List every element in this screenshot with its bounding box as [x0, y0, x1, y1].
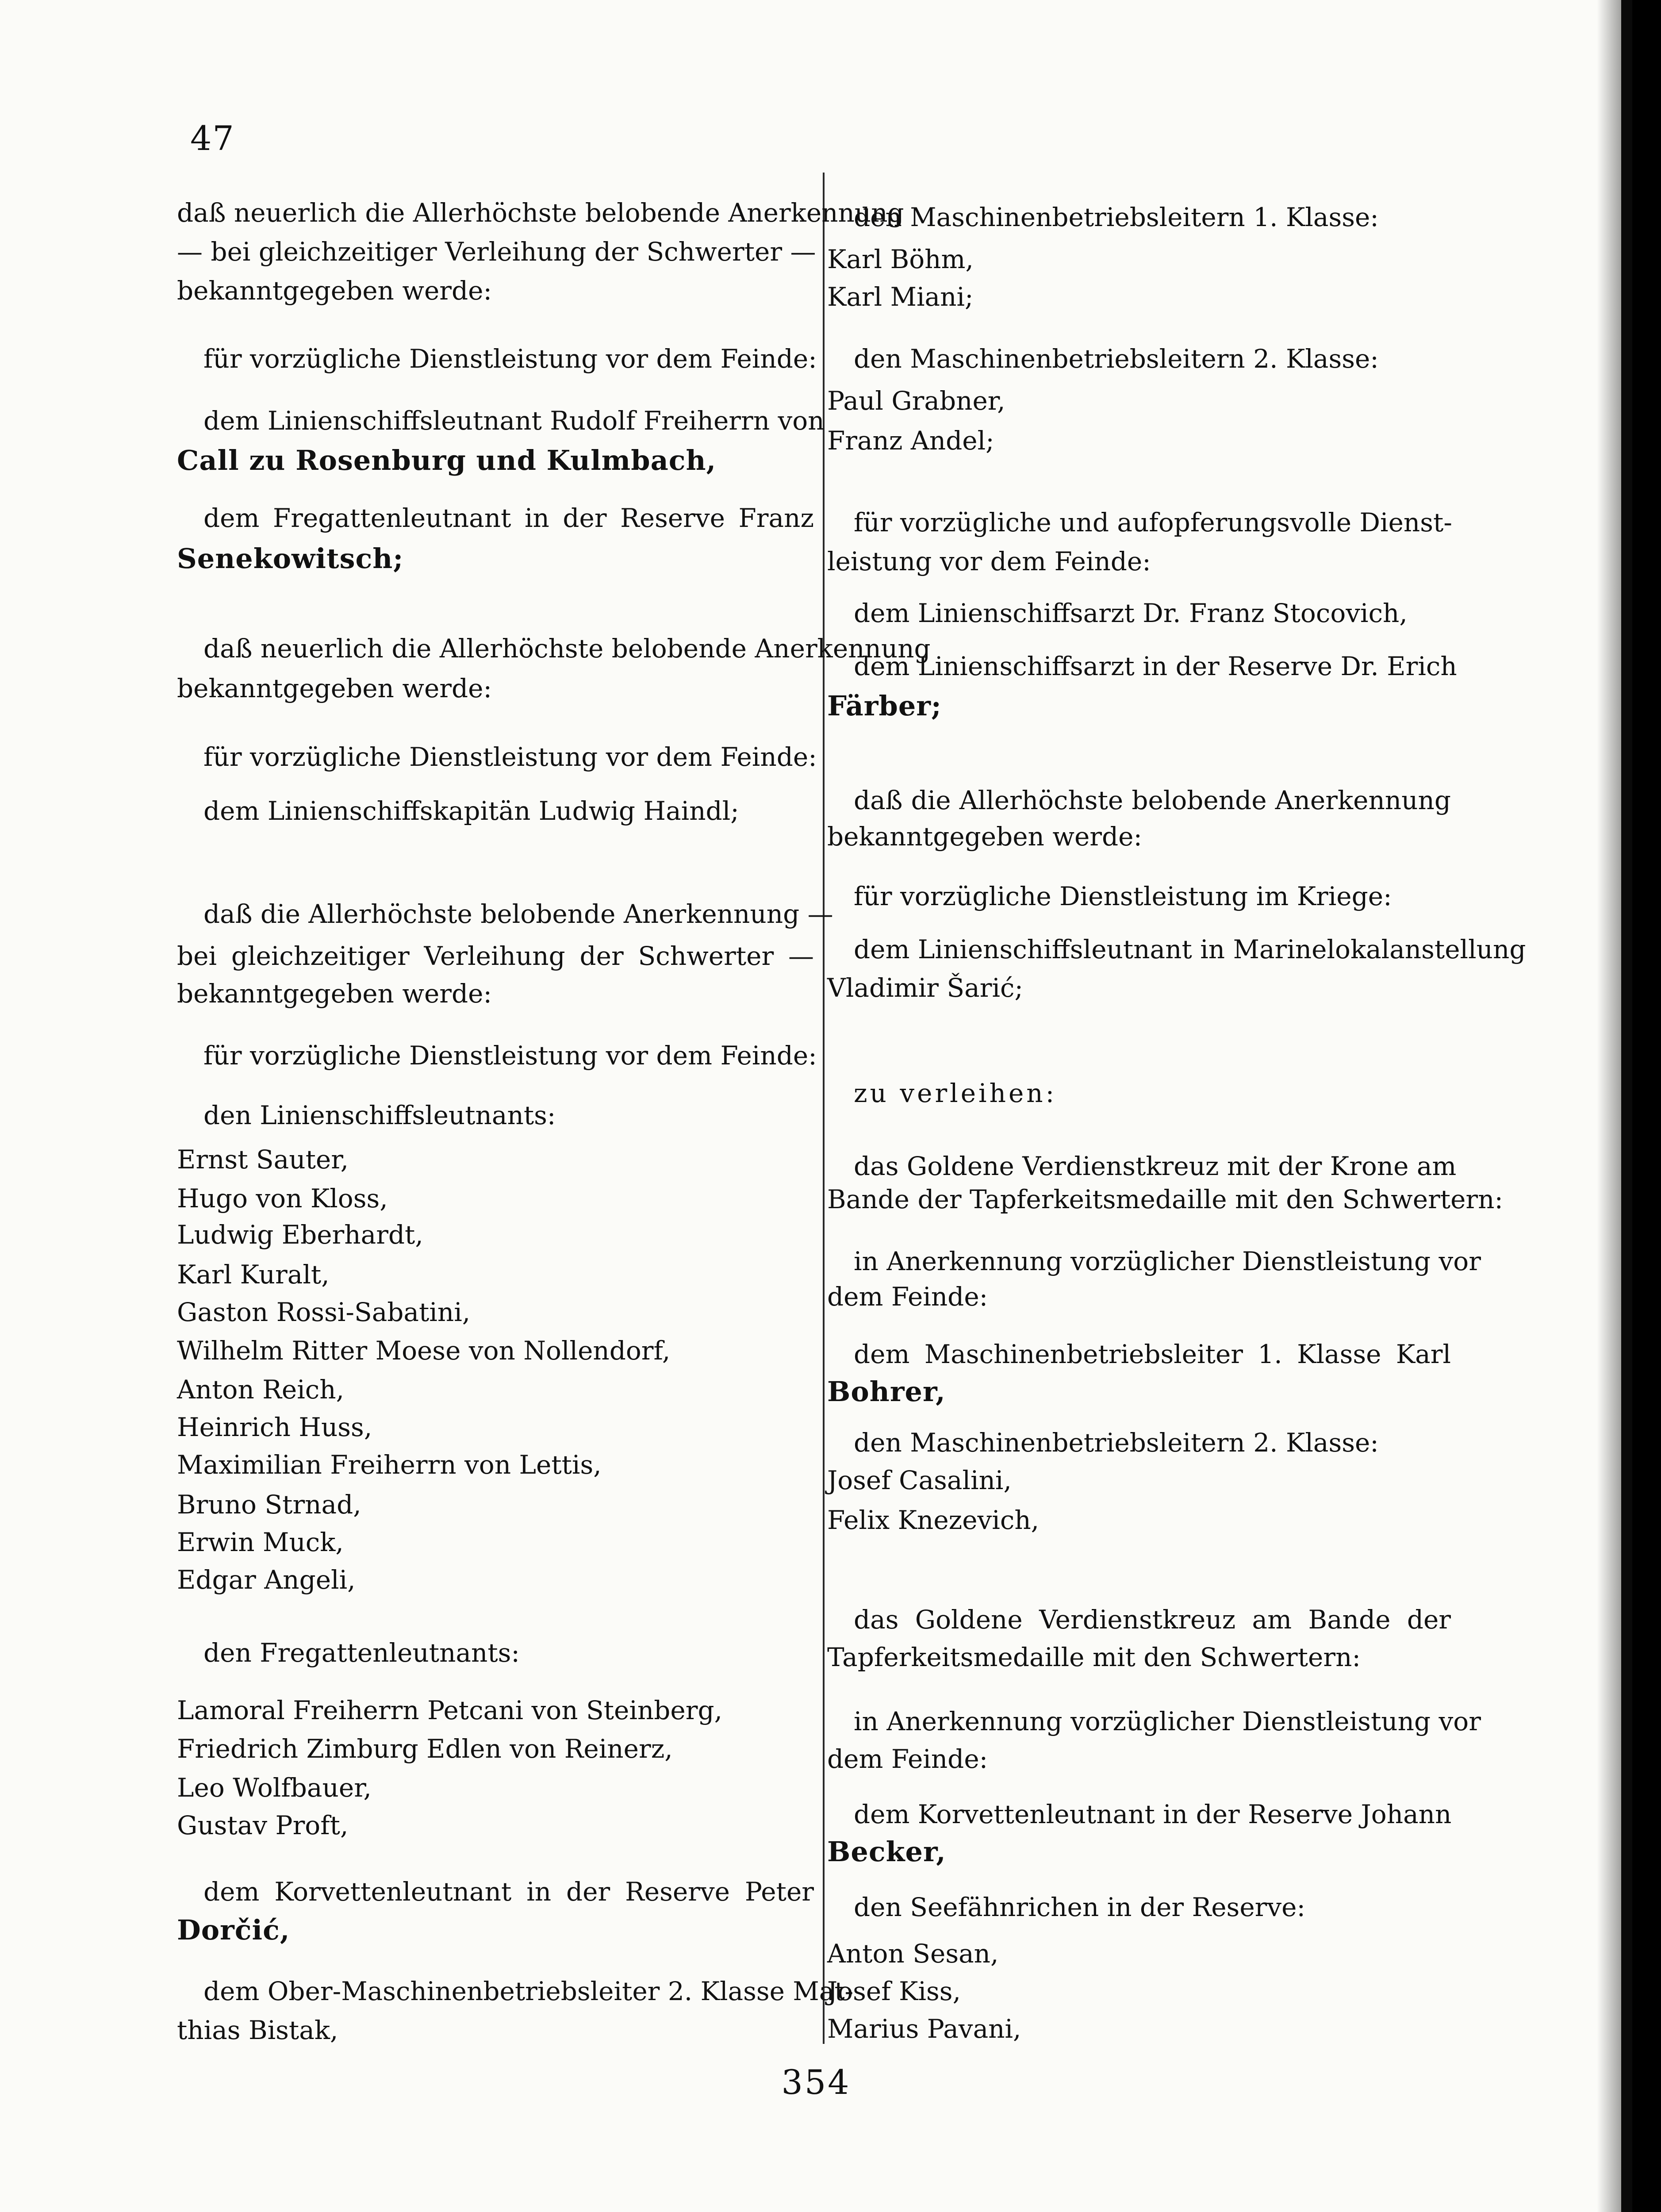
name-line: Friedrich Zimburg Edlen von Reinerz,: [177, 1734, 673, 1764]
name-line: Maximilian Freiherrn von Lettis,: [177, 1450, 602, 1480]
text-line: dem Ober-Maschinenbetriebsleiter 2. Klasse Mat-: [203, 1976, 854, 2006]
name-line: Bohrer,: [827, 1375, 946, 1408]
name-line: Karl Miani;: [827, 282, 974, 312]
name-line: Paul Grabner,: [827, 386, 1005, 416]
text-line: das Goldene Verdienstkreuz mit der Krone am: [854, 1151, 1457, 1181]
text-line: bekanntgegeben werde:: [177, 979, 492, 1009]
name-line: Karl Böhm,: [827, 244, 974, 274]
text-line: für vorzügliche und aufopferungsvolle Dienst-: [854, 507, 1452, 538]
text-line: Tapferkeitsmedaille mit den Schwertern:: [827, 1642, 1361, 1672]
page-number: 47: [190, 119, 235, 158]
text-line: für vorzügliche Dienstleistung vor dem Feinde:: [203, 344, 817, 374]
text-line: den Linienschiffsleutnants:: [203, 1100, 556, 1130]
scan-edge: [1621, 0, 1632, 2212]
text-line: dem Korvettenleutnant in der Reserve Peter: [203, 1877, 814, 1907]
text-line: dem Linienschiffsarzt Dr. Franz Stocovich,: [854, 598, 1408, 628]
text-line: dem Feinde:: [827, 1744, 988, 1774]
name-line: Josef Casalini,: [827, 1465, 1012, 1495]
text-line: für vorzügliche Dienstleistung vor dem Feinde:: [203, 742, 817, 772]
text-line: daß neuerlich die Allerhöchste belobende Anerkennung: [177, 198, 904, 228]
text-line: den Maschinenbetriebsleitern 2. Klasse:: [854, 1428, 1379, 1458]
text-line: dem Linienschiffskapitän Ludwig Haindl;: [203, 796, 739, 826]
text-line: dem Korvettenleutnant in der Reserve Johann: [854, 1799, 1452, 1829]
text-line: den Fregattenleutnants:: [203, 1638, 520, 1668]
name-line: Josef Kiss,: [827, 1976, 961, 2006]
text-line: den Maschinenbetriebsleitern 1. Klasse:: [854, 202, 1379, 232]
name-line: Senekowitsch;: [177, 542, 404, 575]
name-line: Anton Sesan,: [827, 1939, 999, 1969]
text-line: — bei gleichzeitiger Verleihung der Schwerter —: [177, 237, 816, 267]
name-line: Gustav Proft,: [177, 1810, 349, 1840]
name-line: Ernst Sauter,: [177, 1144, 349, 1175]
name-line: Vladimir Šarić;: [827, 973, 1024, 1003]
name-line: thias Bistak,: [177, 2015, 338, 2045]
text-line: in Anerkennung vorzüglicher Dienstleistung vor: [854, 1246, 1481, 1276]
name-line: Call zu Rosenburg und Kulmbach,: [177, 444, 717, 476]
text-line: den Seefähnrichen in der Reserve:: [854, 1892, 1306, 1922]
name-line: Becker,: [827, 1836, 946, 1868]
name-line: Wilhelm Ritter Moese von Nollendorf,: [177, 1336, 671, 1366]
text-line: leistung vor dem Feinde:: [827, 546, 1151, 576]
text-line: für vorzügliche Dienstleistung vor dem Feinde:: [203, 1041, 817, 1071]
text-line: dem Fregattenleutnant in der Reserve Franz: [203, 503, 814, 533]
name-line: Marius Pavani,: [827, 2014, 1021, 2044]
text-line: Bande der Tapferkeitsmedaille mit den Schwertern:: [827, 1184, 1504, 1214]
name-line: Dorčić,: [177, 1914, 290, 1946]
text-line: bekanntgegeben werde:: [177, 276, 492, 306]
text-line: daß die Allerhöchste belobende Anerkennung: [854, 785, 1451, 815]
page-binding-shadow: [1597, 0, 1623, 2212]
name-line: Karl Kuralt,: [177, 1260, 330, 1290]
name-line: Erwin Muck,: [177, 1527, 344, 1557]
text-line: daß die Allerhöchste belobende Anerkennung —: [203, 899, 833, 929]
name-line: Anton Reich,: [177, 1375, 345, 1405]
name-line: Hugo von Kloss,: [177, 1183, 388, 1214]
text-line: den Maschinenbetriebsleitern 2. Klasse:: [854, 344, 1379, 374]
text-line: dem Linienschiffsleutnant Rudolf Freiherrn von: [203, 406, 825, 436]
name-line: Edgar Angeli,: [177, 1565, 356, 1595]
text-line: bei gleichzeitiger Verleihung der Schwerter —: [177, 941, 814, 971]
column-divider: [823, 173, 825, 2044]
text-line: zu verleihen:: [854, 1078, 1057, 1108]
name-line: Heinrich Huss,: [177, 1412, 372, 1442]
name-line: Ludwig Eberhardt,: [177, 1220, 423, 1250]
text-line: bekanntgegeben werde:: [827, 822, 1143, 852]
text-line: das Goldene Verdienstkreuz am Bande der: [854, 1605, 1451, 1635]
text-line: dem Feinde:: [827, 1282, 988, 1312]
text-line: dem Linienschiffsleutnant in Marinelokalanstellung: [854, 934, 1526, 964]
name-line: Franz Andel;: [827, 426, 994, 456]
name-line: Felix Knezevich,: [827, 1505, 1040, 1535]
name-line: Leo Wolfbauer,: [177, 1773, 372, 1803]
name-line: Lamoral Freiherrn Petcani von Steinberg,: [177, 1695, 723, 1725]
text-line: daß neuerlich die Allerhöchste belobende Anerkennung: [203, 634, 931, 664]
text-line: in Anerkennung vorzüglicher Dienstleistung vor: [854, 1706, 1481, 1736]
name-line: Färber;: [827, 690, 942, 722]
text-line: dem Maschinenbetriebsleiter 1. Klasse Karl: [854, 1339, 1451, 1369]
text-line: für vorzügliche Dienstleistung im Kriege:: [854, 881, 1392, 911]
text-line: bekanntgegeben werde:: [177, 673, 492, 703]
name-line: Gaston Rossi-Sabatini,: [177, 1297, 471, 1327]
name-line: Bruno Strnad,: [177, 1490, 361, 1520]
folio-number: 354: [781, 2062, 851, 2102]
text-line: dem Linienschiffsarzt in der Reserve Dr. Erich: [854, 651, 1457, 681]
